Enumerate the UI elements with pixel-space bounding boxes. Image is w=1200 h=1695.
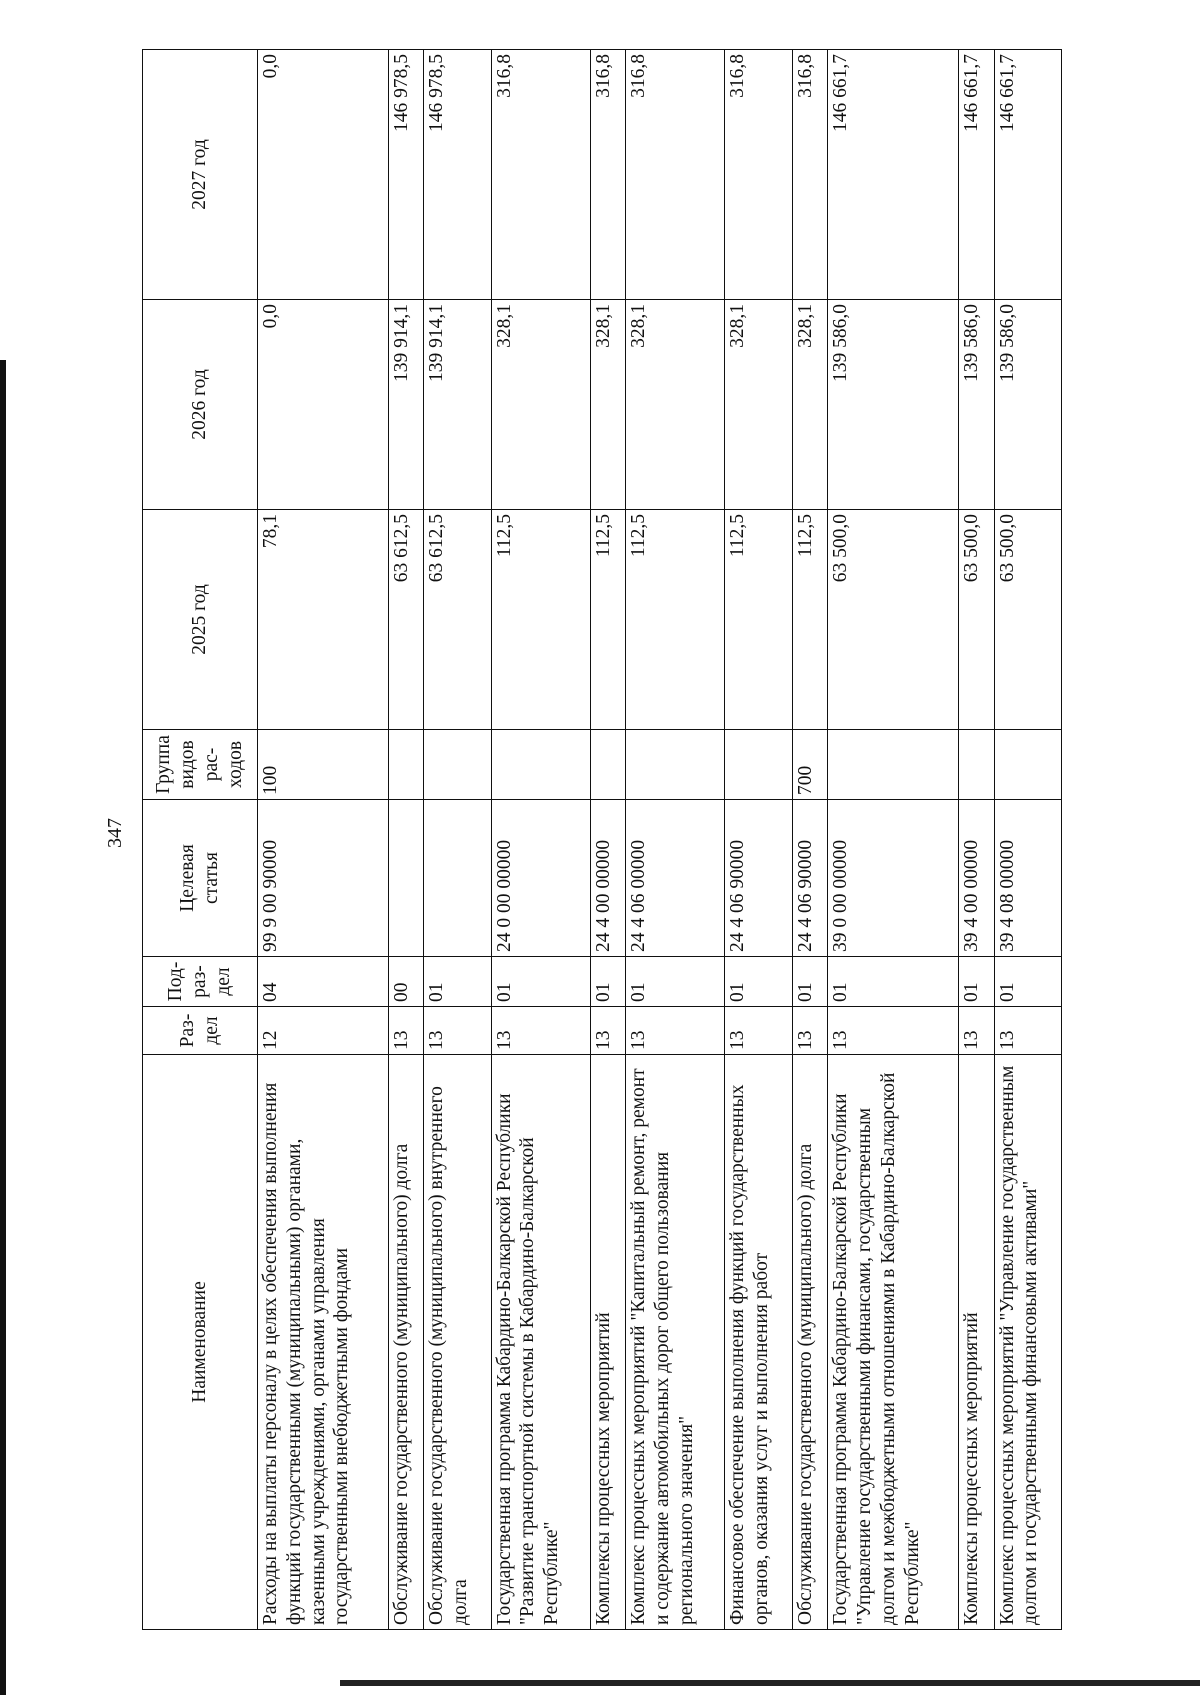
- cell-name: Расходы на выплаты персоналу в целях обеспечения выполнения функций государственными (муниципальными) органами, казенными учреждениями, органами управления государственными внебюджетными фондами: [258, 1055, 389, 1630]
- cell-podrazdel: 01: [994, 957, 1061, 1007]
- cell-gruppa: [590, 730, 626, 800]
- table-row: [424, 50, 491, 1630]
- table-row: [590, 50, 626, 1630]
- cell-razdel: 13: [388, 1007, 424, 1055]
- cell-razdel: 13: [828, 1007, 959, 1055]
- cell-2027: 146 661,7: [828, 50, 959, 300]
- cell-podrazdel: 01: [626, 957, 725, 1007]
- header-2025: 2025 год: [143, 510, 258, 730]
- cell-podrazdel: 04: [258, 957, 389, 1007]
- table-row: [491, 50, 590, 1630]
- cell-2026: 328,1: [590, 300, 626, 510]
- cell-celevaya: 24 4 06 90000: [792, 800, 828, 957]
- cell-name: Государственная программа Кабардино-Балкарской Республики "Управление государственными финансами, государственным долгом и межбюджетными отношениями в Кабардино-Балкарской Республике": [828, 1055, 959, 1630]
- cell-2025: 63 500,0: [828, 510, 959, 730]
- cell-celevaya: 39 4 00 00000: [958, 800, 994, 957]
- cell-name: Государственная программа Кабардино-Балкарской Республики "Развитие транспортной системы в Кабардино-Балкарской Республике": [491, 1055, 590, 1630]
- cell-razdel: 13: [958, 1007, 994, 1055]
- cell-2025: 112,5: [590, 510, 626, 730]
- cell-podrazdel: 01: [424, 957, 491, 1007]
- cell-2025: 112,5: [626, 510, 725, 730]
- cell-2026: 328,1: [626, 300, 725, 510]
- cell-2027: 0,0: [258, 50, 389, 300]
- cell-name: Обслуживание государственного (муниципального) долга: [792, 1055, 828, 1630]
- cell-2026: 328,1: [725, 300, 792, 510]
- cell-razdel: 13: [491, 1007, 590, 1055]
- table-row: [725, 50, 792, 1630]
- table-row: [958, 50, 994, 1630]
- cell-2025: 112,5: [792, 510, 828, 730]
- cell-2025: 63 612,5: [424, 510, 491, 730]
- cell-podrazdel: 01: [590, 957, 626, 1007]
- cell-gruppa: [388, 730, 424, 800]
- cell-2025: 63 500,0: [958, 510, 994, 730]
- cell-celevaya: 24 4 00 00000: [590, 800, 626, 957]
- table-body: [258, 50, 1062, 1630]
- cell-2027: 316,8: [590, 50, 626, 300]
- header-name: Наименование: [143, 1055, 258, 1630]
- cell-2027: 146 661,7: [994, 50, 1061, 300]
- cell-razdel: 13: [424, 1007, 491, 1055]
- cell-gruppa: [725, 730, 792, 800]
- header-2026: 2026 год: [143, 300, 258, 510]
- cell-razdel: 13: [792, 1007, 828, 1055]
- cell-razdel: 13: [590, 1007, 626, 1055]
- cell-name: Комплексы процессных мероприятий: [958, 1055, 994, 1630]
- cell-gruppa: [491, 730, 590, 800]
- cell-gruppa: [994, 730, 1061, 800]
- cell-2027: 316,8: [491, 50, 590, 300]
- cell-gruppa: [828, 730, 959, 800]
- cell-razdel: 12: [258, 1007, 389, 1055]
- table-row: [258, 50, 389, 1630]
- cell-celevaya: 24 4 06 90000: [725, 800, 792, 957]
- budget-table: [142, 49, 1062, 1630]
- header-razdel: Раз- дел: [143, 1007, 258, 1055]
- scan-edge-left: [0, 360, 6, 1695]
- cell-podrazdel: 01: [725, 957, 792, 1007]
- table-row: [388, 50, 424, 1630]
- cell-podrazdel: 01: [958, 957, 994, 1007]
- page-number: 347: [104, 818, 126, 848]
- cell-podrazdel: 01: [491, 957, 590, 1007]
- cell-2026: 328,1: [792, 300, 828, 510]
- cell-2026: 139 914,1: [424, 300, 491, 510]
- scan-edge-bottom: [340, 1680, 1200, 1686]
- cell-2025: 63 612,5: [388, 510, 424, 730]
- cell-2025: 63 500,0: [994, 510, 1061, 730]
- cell-gruppa: 700: [792, 730, 828, 800]
- header-2027: 2027 год: [143, 50, 258, 300]
- cell-podrazdel: 00: [388, 957, 424, 1007]
- table-row: [994, 50, 1061, 1630]
- cell-celevaya: [424, 800, 491, 957]
- cell-2027: 146 978,5: [388, 50, 424, 300]
- cell-name: Обслуживание государственного (муниципального) долга: [388, 1055, 424, 1630]
- header-podrazdel: Под- раз- дел: [143, 957, 258, 1007]
- cell-2026: 139 586,0: [958, 300, 994, 510]
- cell-2027: 316,8: [792, 50, 828, 300]
- cell-2026: 139 914,1: [388, 300, 424, 510]
- table-row: [792, 50, 828, 1630]
- cell-razdel: 13: [725, 1007, 792, 1055]
- cell-razdel: 13: [994, 1007, 1061, 1055]
- cell-podrazdel: 01: [792, 957, 828, 1007]
- table-row: [626, 50, 725, 1630]
- cell-2025: 78,1: [258, 510, 389, 730]
- cell-2027: 146 661,7: [958, 50, 994, 300]
- cell-name: Обслуживание государственного (муниципального) внутреннего долга: [424, 1055, 491, 1630]
- cell-celevaya: 24 4 06 00000: [626, 800, 725, 957]
- cell-gruppa: [424, 730, 491, 800]
- cell-celevaya: 39 0 00 00000: [828, 800, 959, 957]
- cell-name: Комплекс процессных мероприятий "Управление государственным долгом и государственными финансовыми активами": [994, 1055, 1061, 1630]
- cell-2026: 0,0: [258, 300, 389, 510]
- cell-2027: 146 978,5: [424, 50, 491, 300]
- table-row: [828, 50, 959, 1630]
- cell-2026: 139 586,0: [828, 300, 959, 510]
- cell-celevaya: 24 0 00 00000: [491, 800, 590, 957]
- rotated-table-container: [142, 50, 1062, 1630]
- cell-gruppa: [626, 730, 725, 800]
- cell-name: Финансовое обеспечение выполнения функций государственных органов, оказания услуг и выполнения работ: [725, 1055, 792, 1630]
- cell-celevaya: 39 4 08 00000: [994, 800, 1061, 957]
- table-header-row: [143, 50, 258, 1630]
- header-gruppa: Группа видов рас- ходов: [143, 730, 258, 800]
- cell-name: Комплекс процессных мероприятий "Капитальный ремонт, ремонт и содержание автомобильных дорог общего пользования регионального значения": [626, 1055, 725, 1630]
- cell-2027: 316,8: [626, 50, 725, 300]
- cell-2025: 112,5: [725, 510, 792, 730]
- cell-celevaya: 99 9 00 90000: [258, 800, 389, 957]
- cell-podrazdel: 01: [828, 957, 959, 1007]
- cell-gruppa: 100: [258, 730, 389, 800]
- cell-2026: 328,1: [491, 300, 590, 510]
- cell-2027: 316,8: [725, 50, 792, 300]
- cell-celevaya: [388, 800, 424, 957]
- cell-gruppa: [958, 730, 994, 800]
- cell-2025: 112,5: [491, 510, 590, 730]
- cell-2026: 139 586,0: [994, 300, 1061, 510]
- header-celevaya: Целевая статья: [143, 800, 258, 957]
- cell-name: Комплексы процессных мероприятий: [590, 1055, 626, 1630]
- cell-razdel: 13: [626, 1007, 725, 1055]
